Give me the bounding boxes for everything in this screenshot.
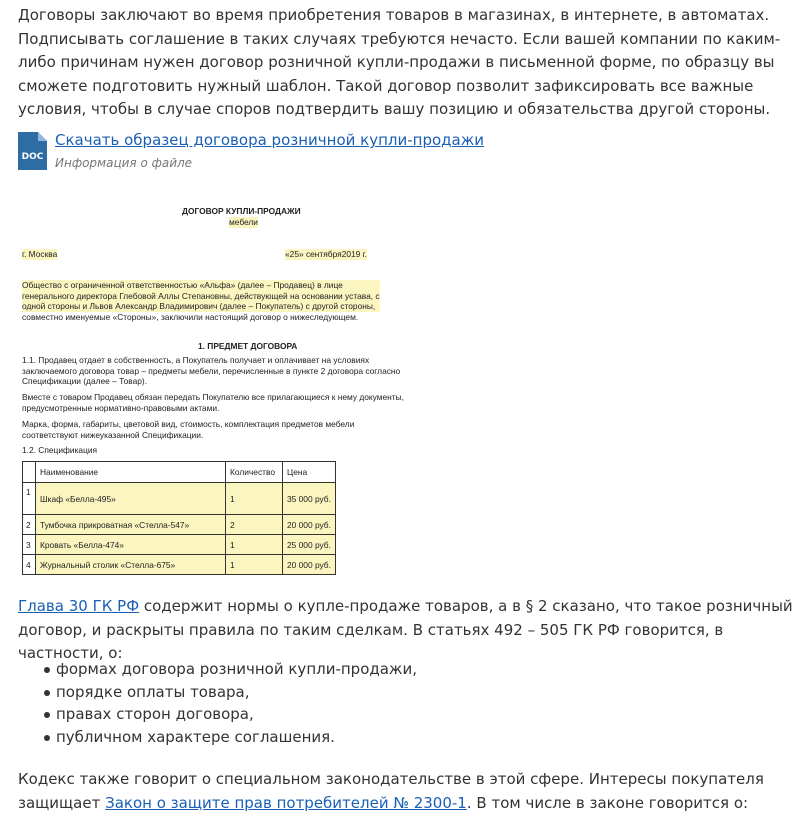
table-row <box>23 515 336 535</box>
consumer-law-paragraph: Кодекс также говорит о специальном законодательстве в этой сфере. Интересы покупателя защищает Закон о защите прав потребителей № 2300-1. В том числе в законе говорится о: <box>18 770 764 812</box>
table-cell: Кровать «Белла-474» <box>36 535 226 555</box>
table-cell: 1 <box>226 555 283 575</box>
list-item: правах сторон договора, <box>18 703 618 726</box>
table-header: Цена <box>283 462 336 483</box>
topics-list <box>18 658 618 748</box>
contract-intro: Общество с ограниченной ответственностью «Альфа» (далее – Продавец) в лице генерального директора Глебовой Аллы Степановны, действующей на основании устава, с одной стороны и Львов Александр Владимирович (далее – Покупатель) с другой стороны, совместно именуемые «Стороны», заключили настоящий договор о нижеследующем. <box>22 280 380 322</box>
table-cell: 4 <box>23 555 36 575</box>
intro-paragraph: Договоры заключают во время приобретения товаров в магазинах, в интернете, в автоматах. Подписывать соглашение в таких случаях требуются нечасто. Если вашей компании по каким-либо причинам нужен договор розничной купли-продажи в письменной форме, по образцу вы сможете подготовить нужный шаблон. Такой договор позволит зафиксировать все важные условия, чтобы в случае споров подтвердить вашу позицию и обязательства другой стороны. <box>18 6 781 118</box>
table-header: Наименование <box>36 462 226 483</box>
civil-code-paragraph: Глава 30 ГК РФ содержит нормы о купле-продаже товаров, а в § 2 сказано, что такое розничный договор, и раскрыты правила по таким сделкам. В статьях 492 – 505 ГК РФ говорится, в частности, о: <box>18 597 793 662</box>
table-cell: Шкаф «Белла-495» <box>36 483 226 515</box>
download-block <box>18 130 618 174</box>
contract-spec-label: 1.2. Спецификация <box>22 445 98 455</box>
table-row <box>23 483 336 515</box>
table-cell: Журнальный столик «Стелла-675» <box>36 555 226 575</box>
table-cell: 35 000 руб. <box>283 483 336 515</box>
svg-text:DOC: DOC <box>21 152 44 162</box>
list-item: публичном характере соглашения. <box>18 726 618 749</box>
table-cell: 25 000 руб. <box>283 535 336 555</box>
table-cell: 1 <box>226 535 283 555</box>
contract-clause-specs: Марка, форма, габариты, цветовой вид, стоимость, комплектация предметов мебели соответствуют нижеуказанной Спецификации. <box>22 419 355 440</box>
civil-code-chapter-30-link[interactable]: Глава 30 ГК РФ <box>18 597 140 615</box>
table-header: Количество <box>226 462 283 483</box>
table-cell: 2 <box>226 515 283 535</box>
contract-city: г. Москва <box>22 249 58 259</box>
contract-clause-1-1: 1.1. Продавец отдает в собственность, а Покупатель получает и оплачивает на условиях заключаемого договора товар – предметы мебели, перечисленные в пункте 2 договора согласно Спецификации (далее – Товар). <box>22 355 401 386</box>
table-cell: 1 <box>23 483 36 515</box>
specification-table <box>22 461 336 575</box>
contract-clause-documents: Вместе с товаром Продавец обязан передать Покупателю все прилагающиеся к нему документы, предусмотренные нормативно-правовыми актами. <box>22 392 404 413</box>
table-cell: 20 000 руб. <box>283 515 336 535</box>
contract-title: ДОГОВОР КУПЛИ-ПРОДАЖИ <box>182 206 301 216</box>
table-cell <box>23 462 36 483</box>
table-header-row <box>23 462 336 483</box>
list-item: формах договора розничной купли-продажи, <box>18 658 618 681</box>
download-sample-link[interactable]: Скачать образец договора розничной купли-продажи <box>55 131 484 149</box>
contract-sample-image <box>0 195 420 580</box>
table-cell: 2 <box>23 515 36 535</box>
file-info-label[interactable]: Информация о файле <box>55 156 193 170</box>
contract-section-title: 1. ПРЕДМЕТ ДОГОВОРА <box>198 341 298 351</box>
consumer-protection-law-link[interactable]: Закон о защите прав потребителей № 2300-1 <box>105 793 467 812</box>
table-row <box>23 555 336 575</box>
doc-file-icon[interactable] <box>18 132 47 170</box>
table-cell: 20 000 руб. <box>283 555 336 575</box>
table-cell: Тумбочка прикроватная «Стелла-547» <box>36 515 226 535</box>
table-cell: 3 <box>23 535 36 555</box>
contract-subtitle: мебели <box>229 217 258 227</box>
list-item: порядке оплаты товара, <box>18 681 618 704</box>
contract-date: «25» сентября2019 г. <box>285 249 368 259</box>
table-cell: 1 <box>226 483 283 515</box>
table-row <box>23 535 336 555</box>
